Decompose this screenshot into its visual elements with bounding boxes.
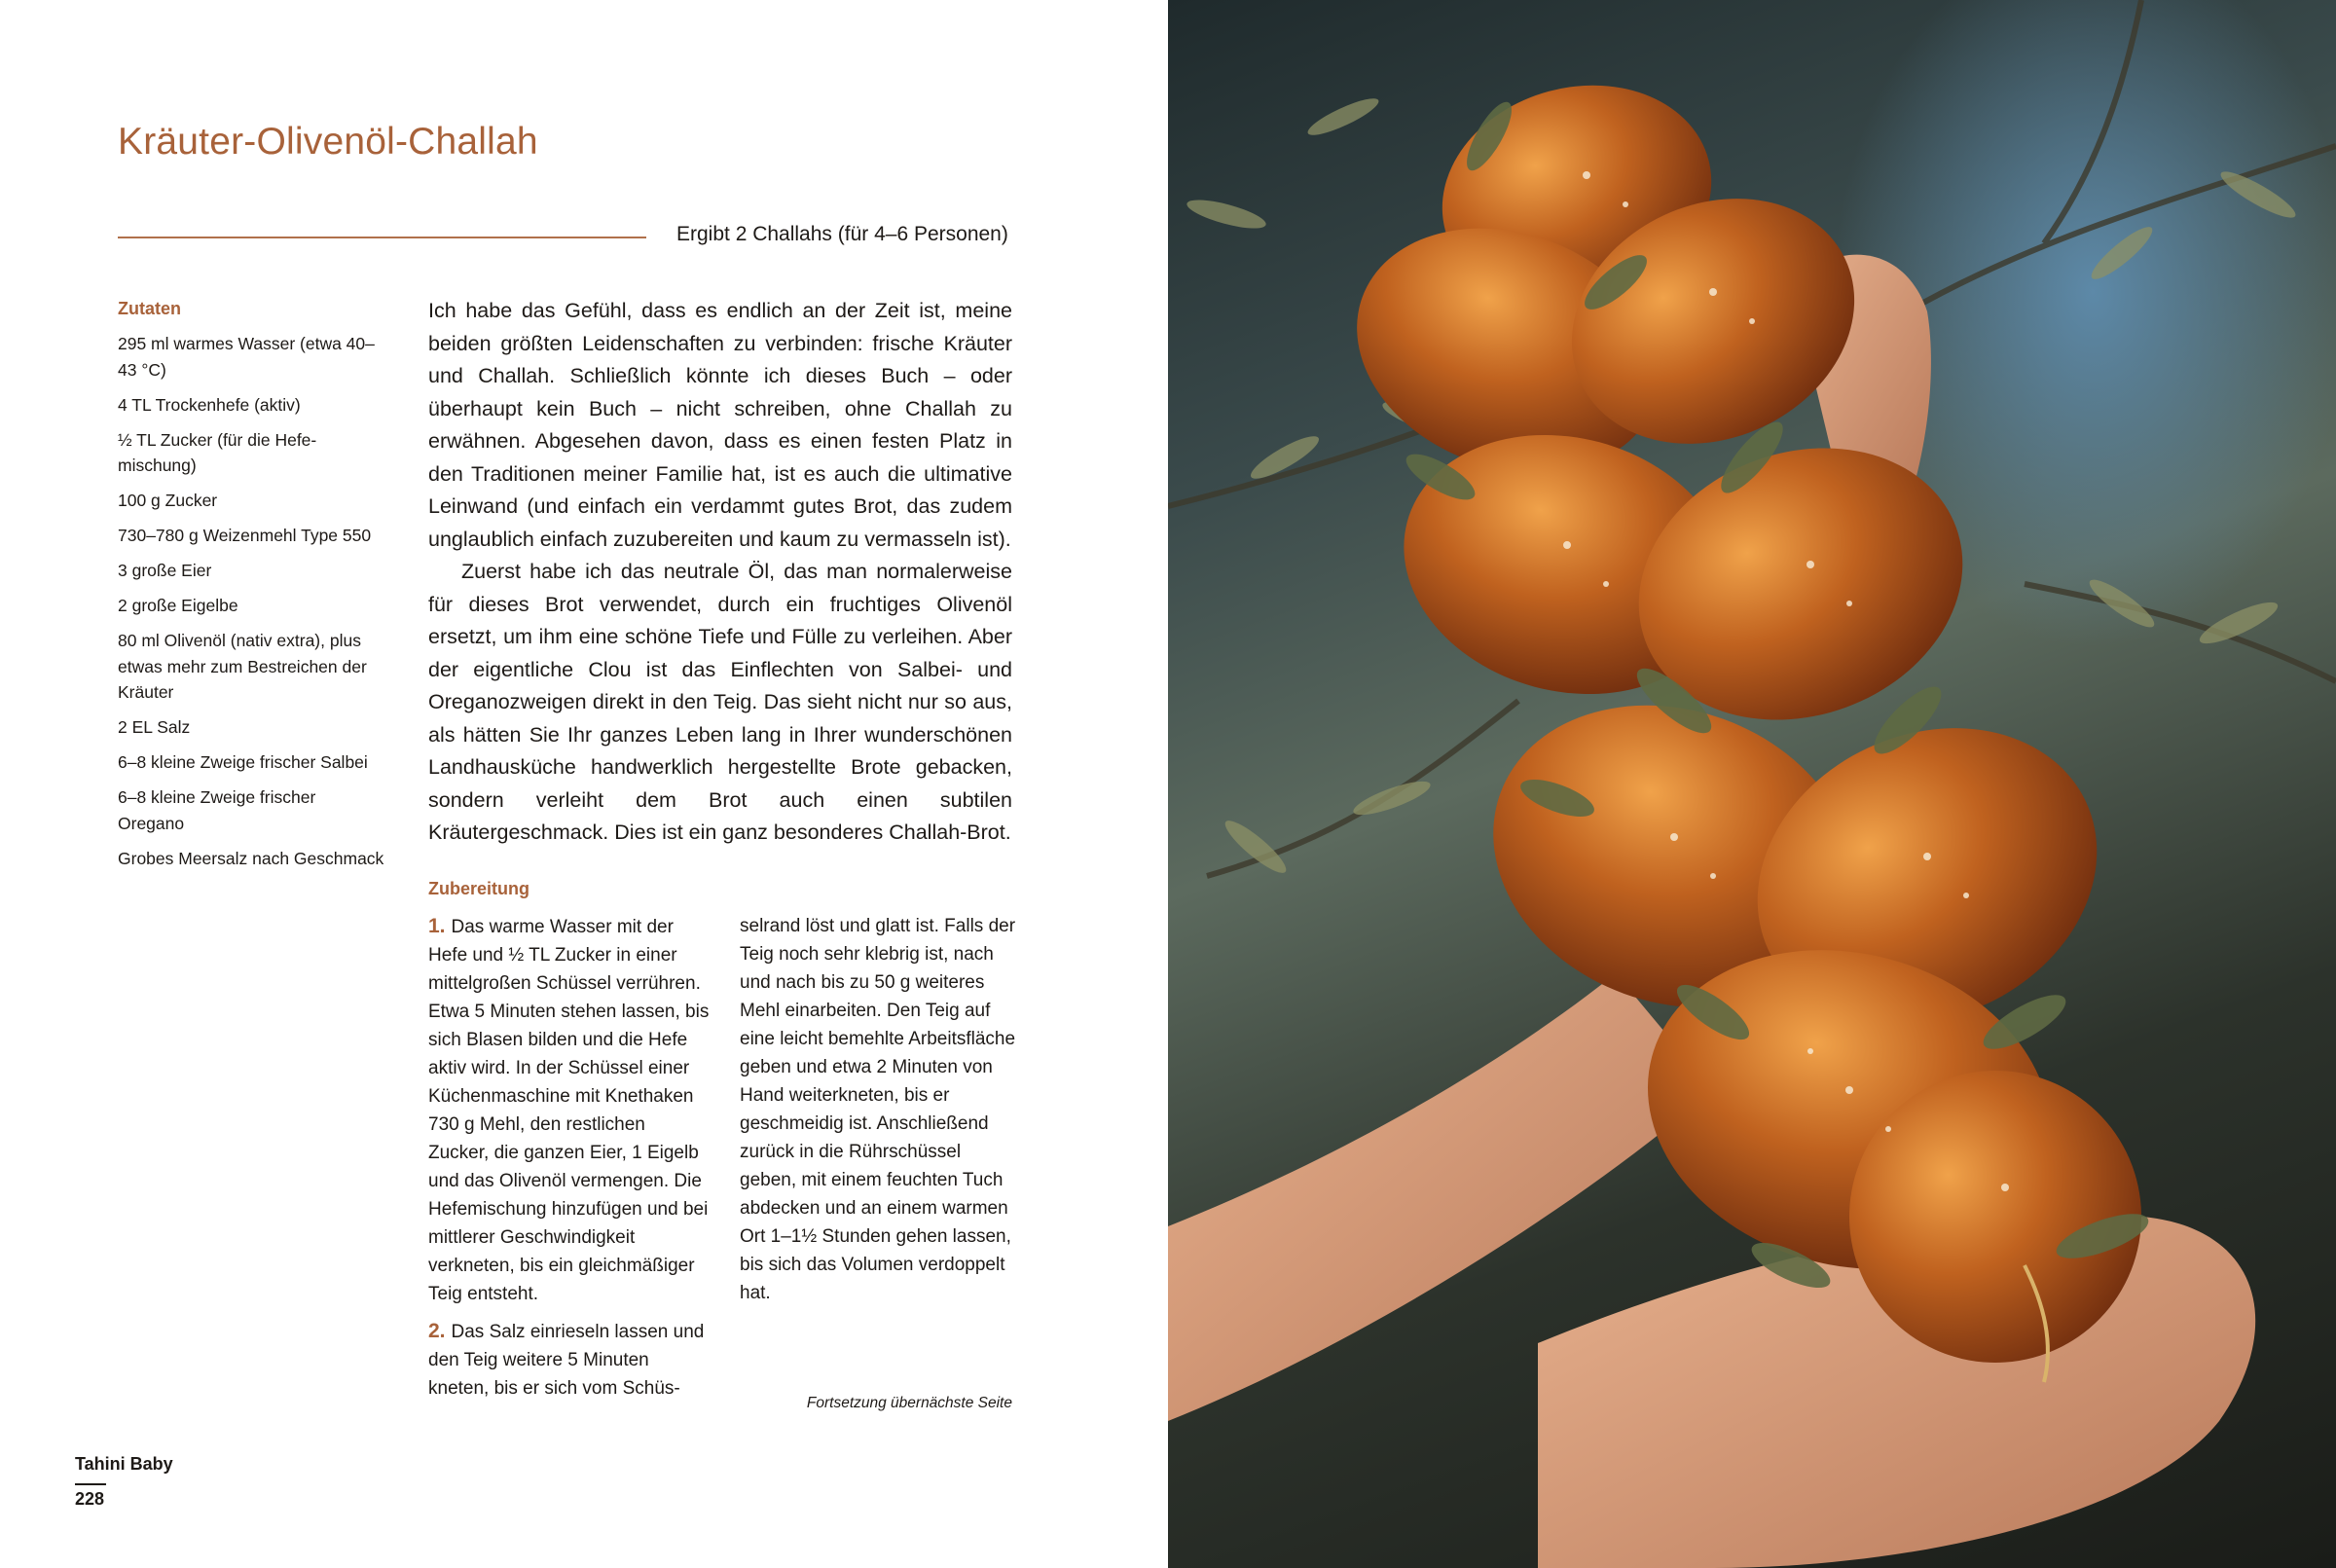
step-1 <box>428 912 711 1308</box>
ingredient-item: 3 große Eier <box>118 561 212 580</box>
book-title: Tahini Baby <box>75 1454 173 1474</box>
ingredient-item: 2 EL Salz <box>118 717 191 737</box>
ingredient-item: 100 g Zucker <box>118 491 218 510</box>
ingredient-item: 730–780 g Weizenmehl Type 550 <box>118 526 372 545</box>
preparation-column-1 <box>428 912 711 1411</box>
continued-note: Fortsetzung übernächste Seite <box>806 1395 1012 1411</box>
preparation-column-2 <box>740 912 1022 1316</box>
photo-illustration <box>1168 0 2336 1568</box>
ingredient-item: Grobes Meersalz nach Geschmack <box>118 848 384 868</box>
preparation-heading: Zubereitung <box>428 879 529 898</box>
recipe-title: Kräuter-Olivenöl-Challah <box>118 121 538 163</box>
ingredient-item: 2 große Eigelbe <box>118 596 238 615</box>
recipe-intro <box>428 295 1012 850</box>
ingredient-item: 80 ml Olivenöl (nativ extra), plus etwas mehr zum Bestreichen der Kräuter <box>118 631 367 702</box>
ingredients-list <box>118 331 385 881</box>
title-rule <box>118 237 646 238</box>
page-number-rule <box>75 1483 106 1485</box>
intro-paragraph: Ich habe das Gefühl, dass es endlich an der Zeit ist, meine beiden größten Leidenschaften zu verbinden: frische Kräuter und Challah. Schließlich könnte ich dieses Buch – oder überhaupt kein Buch – nicht schreiben, ohne Challah zu erwähnen. Abgesehen davon, dass es einen festen Platz in den Traditionen meiner Familie hat, ist es auch die ultimative Leinwand (und einfach ein verdammt gutes Brot, das zudem unglaublich einfach zuzubereiten und kaum zu vermasseln ist). <box>428 299 1012 551</box>
step-number: 1. <box>428 915 446 937</box>
challah-photo <box>1168 0 2336 1568</box>
step-text: Das Salz einrieseln lassen und den Teig weitere 5 Minuten kneten, bis er sich vom Schüs- <box>428 1322 705 1399</box>
ingredient-item: 295 ml warmes Wasser (etwa 40–43 °C) <box>118 334 375 380</box>
ingredient-item: 6–8 kleine Zweige frischer Salbei <box>118 752 368 772</box>
ingredient-item: ½ TL Zucker (für die Hefemischung) <box>118 429 317 475</box>
step-2 <box>428 1317 711 1403</box>
step-text: Das warme Wasser mit der Hefe und ½ TL Zucker in einer mittelgroßen Schüssel verrühren. Etwa 5 Minuten stehen lassen, bis sich Blasen bilden und die Hefe aktiv wird. In der Schüssel einer Küchenmaschine mit Knethaken 730 g Mehl, den restlichen Zucker, die ganzen Eier, 1 Eigelb und das Olivenöl vermengen. Die Hefemischung hinzufügen und bei mittlerer Geschwindigkeit verkneten, bis ein gleichmäßiger Teig entsteht. <box>428 917 710 1304</box>
ingredients-heading: Zutaten <box>118 299 181 318</box>
intro-paragraph: Zuerst habe ich das neutrale Öl, das man normalerweise für dieses Brot verwendet, durch ein fruchtiges Olivenöl ersetzt, um ihm eine schöne Tiefe und Fülle zu verleihen. Aber der eigentliche Clou ist das Einflechten von Salbei- und Oreganozweigen direkt in den Teig. Das sieht nicht nur so aus, als hätten Sie Ihr ganzes Leben lang in Ihrer wunderschönen Landhausküche handwerklich hergestellte Brote gebacken, sondern verleiht dem Brot auch einen subtilen Kräutergeschmack. Dies ist ein ganz besonderes Challah-Brot. <box>428 560 1012 844</box>
page-number: 228 <box>75 1489 105 1509</box>
step-number: 2. <box>428 1320 446 1342</box>
ingredient-item: 4 TL Trockenhefe (aktiv) <box>118 394 301 415</box>
step-2-continued: selrand löst und glatt ist. Falls der Teig noch sehr klebrig ist, nach und nach bis zu 50 g weiteres Mehl einarbeiten. Den Teig auf eine leicht bemehlte Arbeitsfläche geben und etwa 2 Minuten von Hand weiterkneten, bis er geschmeidig ist. Anschließend zurück in die Rührschüssel geben, mit einem feuchten Tuch abdecken und an einem warmen Ort 1–1½ Stunden gehen lassen, bis sich das Volumen verdoppelt hat. <box>740 916 1016 1303</box>
ingredient-item: 6–8 kleine Zweige frischer Oregano <box>118 787 316 833</box>
recipe-yield: Ergibt 2 Challahs (für 4–6 Personen) <box>676 223 1008 245</box>
